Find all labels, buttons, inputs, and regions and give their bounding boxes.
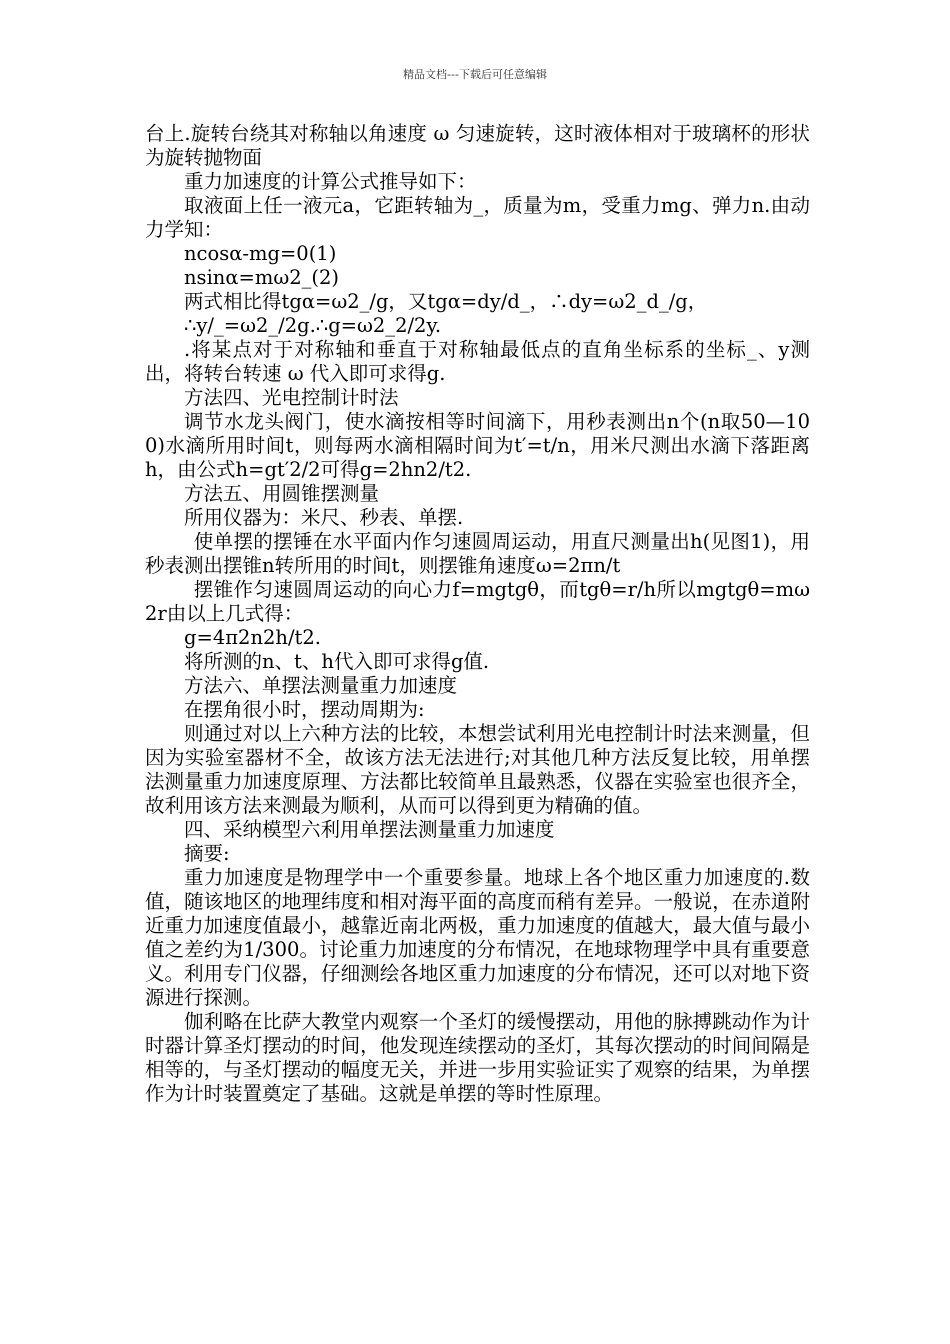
paragraph: 在摆角很小时，摆动周期为:: [184, 698, 425, 721]
paragraph: 将所测的n、t、h代入即可求得g值.: [184, 650, 490, 673]
formula-line: g=4π2n2h/t2.: [184, 626, 321, 649]
paragraph: 重力加速度是物理学中一个重要参量。地球上各个地区重力加速度的.数值，随该地区的地理纬度和相对海平面的高度而稍有差异。一般说，在赤道附近重力加速度值最小，越靠近南北两极，重力加速度的值越大，最大值与最小值之差约为1/300。讨论重力加速度的分布情况，在地球物理学中具有重要意义。利用专门仪器，仔细测绘各地区重力加速度的分布情况，还可以对地下资源进行探测。: [145, 866, 810, 1009]
paragraph: 摆锥作匀速圆周运动的向心力f=mgtgθ，而tgθ=r/h所以mgtgθ=mω2r由以上几式得：: [145, 578, 810, 625]
paragraph: .将某点对于对称轴和垂直于对称轴最低点的直角坐标系的坐标_、y测出，将转台转速 ω 代入即可求得g.: [145, 338, 810, 385]
formula-line: nsinα=mω2_(2): [184, 266, 340, 289]
page-header: 精品文档---下载后可任意编辑: [403, 68, 547, 81]
paragraph: 伽利略在比萨大教堂内观察一个圣灯的缓慢摆动，用他的脉搏跳动作为计时器计算圣灯摆动的时间，他发现连续摆动的圣灯，其每次摆动的时间间隔是相等的，与圣灯摆动的幅度无关，并进一步用实验证实了观察的结果，为单摆作为计时装置奠定了基础。这就是单摆的等时性原理。: [145, 1010, 810, 1105]
paragraph: 则通过对以上六种方法的比较，本想尝试利用光电控制计时法来测量，但因为实验室器材不全，故该方法无法进行;对其他几种方法反复比较，用单摆法测量重力加速度原理、方法都比较简单且最熟悉，仪器在实验室也很齐全，故利用该方法来测最为顺利，从而可以得到更为精确的值。: [145, 722, 810, 817]
paragraph: 台上.旋转台绕其对称轴以角速度 ω 匀速旋转，这时液体相对于玻璃杯的形状为旋转抛物面: [145, 122, 810, 169]
paragraph: 重力加速度的计算公式推导如下：: [184, 170, 477, 193]
section-heading: 四、采纳模型六利用单摆法测量重力加速度: [184, 818, 555, 841]
paragraph: 所用仪器为：米尺、秒表、单摆.: [184, 506, 464, 529]
section-heading: 方法五、用圆锥摆测量: [184, 482, 380, 505]
paragraph: 调节水龙头阀门，使水滴按相等时间滴下，用秒表测出n个(n取50—100)水滴所用时间t，则每两水滴相隔时间为t′=t/n，用米尺测出水滴下落距离h，由公式h=gt′2/2可得g=2hn2/t2.: [145, 410, 810, 481]
paragraph: 使单摆的摆锤在水平面内作匀速圆周运动，用直尺测量出h(见图1)，用秒表测出摆锥n转所用的时间t，则摆锥角速度ω=2πn/t: [145, 530, 810, 577]
section-heading: 方法六、单摆法测量重力加速度: [184, 674, 458, 697]
formula-line: ∴y/_=ω2_/2g.∴g=ω2_2/2y.: [184, 314, 442, 337]
abstract-label: 摘要:: [184, 842, 230, 865]
section-heading: 方法四、光电控制计时法: [184, 386, 399, 409]
formula-line: ncosα-mg=0(1): [184, 242, 337, 265]
paragraph: 取液面上任一液元a，它距转轴为_，质量为m，受重力mg、弹力n.由动力学知：: [145, 194, 810, 241]
document-body: [145, 122, 810, 1106]
formula-line: 两式相比得tgα=ω2_/g，又tgα=dy/d_，∴dy=ω2_d_/g，: [184, 290, 708, 313]
